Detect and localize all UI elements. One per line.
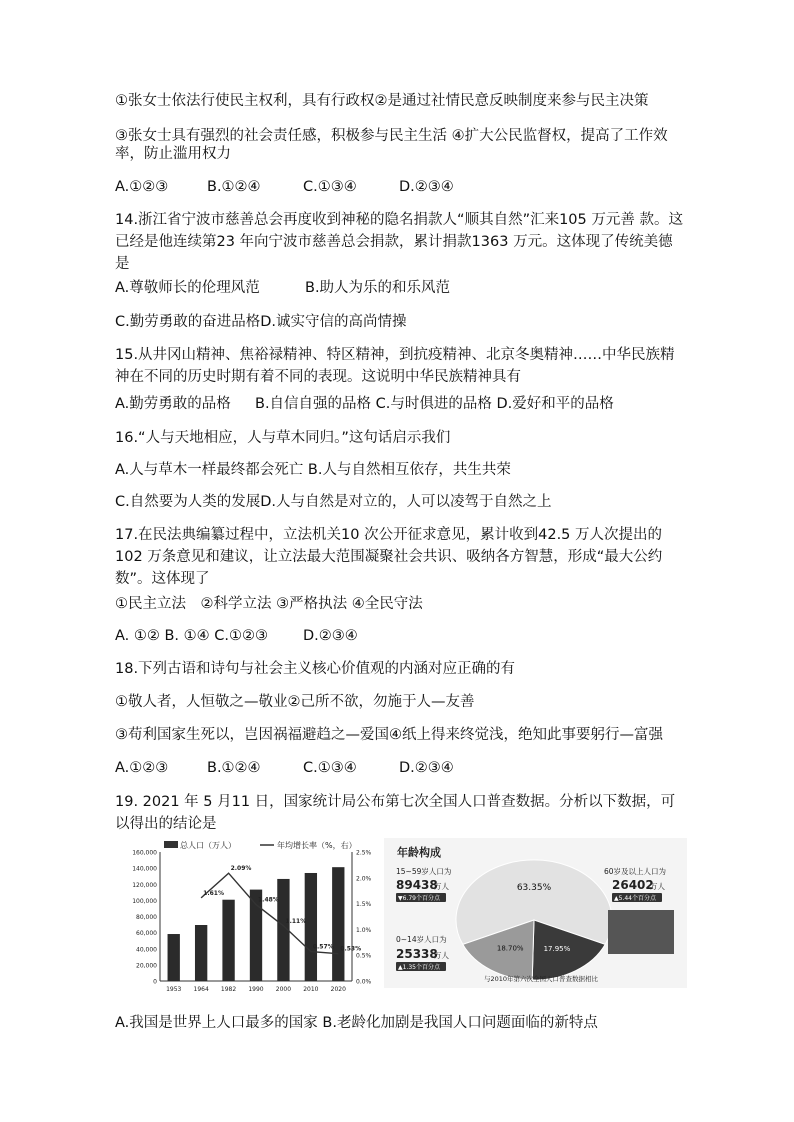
y-tick-label: 140,000 [132,865,157,873]
callout-15-59-label: 15~59岁人口为 [396,867,452,876]
comparison-note: 与2010年第六次全国人口普查数据相比 [484,975,599,983]
q18-statement-line-2: ③苟利国家生死以，岂因祸福避趋之—爱国④纸上得来终觉浅，绝知此事要躬行—富强 [115,727,663,743]
y-tick-label: 100,000 [132,897,157,905]
age-structure-pie-chart [384,838,687,988]
growth-rate-label: 1.11% [285,917,307,925]
q18-option-c[interactable]: C.①③④ [303,760,357,776]
x-tick-label: 2020 [330,986,346,993]
q13-statement-line-3: 率，防止滥用权力 [115,146,231,162]
pie-slice-label: 18.70% [496,944,524,953]
callout-60plus-badge: ▲5.44个百分点 [614,895,656,902]
q17-option-abc[interactable]: A. ①② B. ①④ C.①②③ [115,628,268,644]
q13-statement-line-2: ③张女士具有强烈的社会责任感，积极参与民主生活 ④扩大公民监督权，提高了工作效 [115,128,668,144]
q13-option-b[interactable]: B.①②④ [207,179,261,195]
elderly-photo-placeholder [608,910,674,954]
y2-tick-label: 1.5% [356,901,372,909]
population-bar [195,925,207,981]
q18-option-a[interactable]: A.①②③ [115,760,169,776]
q16-stem: 16.“人与天地相应，人与草木同归。”这句话启示我们 [115,430,451,446]
growth-rate-label: 1.61% [203,889,224,897]
q15-stem: 15.从井冈山精神、焦裕禄精神、特区精神，到抗疫精神、北京冬奥精神……中华民族精神在不同的历史时期有着不同的表现。这说明中华民族精神具有 [115,347,675,385]
q14-option-b[interactable]: B.助人为乐的和乐风范 [305,280,451,296]
population-bar-line-chart [132,840,371,993]
q17-option-d[interactable]: D.②③④ [303,628,358,644]
x-tick-label: 1953 [166,986,182,993]
callout-60plus-count: 26402 [612,878,654,892]
y-tick-label: 80,000 [136,914,157,921]
growth-rate-label: 0.57% [312,943,334,951]
q15-option-a[interactable]: A.勤劳勇敢的品格 [115,396,231,412]
q17-statements: ①民主立法 ②科学立法 ③严格执法 ④全民守法 [115,596,423,612]
pie-slice-label: 63.35% [516,883,552,893]
pie-title: 年龄构成 [397,846,441,859]
legend-label-line: 年均增长率（%，右） [277,841,357,850]
q15-option-bcd[interactable]: B.自信自强的品格 C.与时俱进的品格 D.爱好和平的品格 [255,396,614,412]
q18-options [115,757,454,779]
q14-options-cd[interactable]: C.勤劳勇敢的奋进品格D.诚实守信的高尚情操 [115,314,407,330]
population-figure [112,838,687,998]
y2-tick-label: 1.0% [356,926,372,934]
q14-stem: 14.浙江省宁波市慈善总会再度收到神秘的隐名捐款人“顺其自然”汇来105 万元善 款。这已经是他连续第23 年向宁波市慈善总会捐款，累计捐款1363 万元。这体现了传统美德是 [115,212,683,272]
population-bar [168,934,180,981]
callout-15-59-badge: ▼6.79个百分点 [398,895,440,902]
callout-15-59-unit: 万人 [434,882,449,891]
growth-rate-label: 2.09% [230,865,252,873]
y-tick-label: 120,000 [132,881,157,889]
q13-options [115,176,454,198]
x-tick-label: 1982 [220,986,237,993]
growth-rate-line [201,873,338,954]
callout-60plus-label: 60岁及以上人口为 [604,867,667,876]
y-tick-label: 0 [153,978,157,986]
legend-label-bar: 总人口（万人） [180,841,236,850]
x-tick-label: 2000 [275,986,292,993]
population-figure-svg [112,838,687,998]
q18-option-d[interactable]: D.②③④ [399,760,454,776]
y-tick-label: 160,000 [132,849,157,857]
q18-stem: 18.下列古语和诗句与社会主义核心价值观的内涵对应正确的有 [115,661,516,677]
y2-tick-label: 0.0% [356,978,372,986]
callout-0-14-label: 0~14岁人口为 [396,935,447,944]
legend-swatch-bar [164,841,178,848]
callout-0-14-badge: ▲1.35个百分点 [398,964,440,971]
population-bar [305,873,317,981]
y-tick-label: 40,000 [136,946,157,954]
q16-options-cd[interactable]: C.自然要为人类的发展D.人与自然是对立的，人可以凌驾于自然之上 [115,494,552,510]
callout-60plus-unit: 万人 [650,882,665,891]
callout-15-59-count: 89438 [396,878,438,892]
chart-legend [164,840,357,851]
q18-statement-line-1: ①敬人者，人恒敬之—敬业②己所不欲，勿施于人—友善 [115,694,475,710]
y2-tick-label: 2.5% [356,849,372,857]
y2-tick-label: 0.5% [356,952,372,960]
q13-statement-line-1: ①张女士依法行使民主权利，具有行政权②是通过社情民意反映制度来参与民主决策 [115,93,649,109]
q13-option-c[interactable]: C.①③④ [303,179,357,195]
q17-options [115,625,358,647]
q17-stem: 17.在民法典编纂过程中，立法机关10 次公开征求意见，累计收到42.5 万人次提出的102 万条意见和建议，让立法最大范围凝聚社会共识、吸纳各方智慧，形成“最大公约数”。这体现了 [115,527,663,587]
q15-options [115,393,614,415]
q14-option-a[interactable]: A.尊敬师长的伦理风范 [115,280,260,296]
callout-0-14-unit: 万人 [434,951,449,960]
x-tick-label: 1964 [193,986,209,993]
x-tick-label: 1990 [248,986,264,993]
q16-options-ab[interactable]: A.人与草木一样最终都会死亡 B.人与自然相互依存，共生共荣 [115,462,511,478]
q14-options-ab [115,277,450,299]
growth-rate-label: 0.53% [340,945,362,953]
y-tick-label: 20,000 [136,962,157,970]
q19-stem: 19. 2021 年 5 月11 日，国家统计局公布第七次全国人口普查数据。分析以下数据，可以得出的结论是 [115,794,676,832]
y-tick-label: 60,000 [136,930,157,938]
y2-tick-label: 2.0% [356,875,372,883]
growth-rate-label: 1.48% [258,896,279,904]
q18-option-b[interactable]: B.①②④ [207,760,261,776]
population-bar [222,900,234,981]
x-tick-label: 2010 [303,986,319,993]
callout-0-14-count: 25338 [396,947,438,961]
population-bar [332,867,344,981]
q13-option-d[interactable]: D.②③④ [399,179,454,195]
pie-slice-label: 17.95% [543,944,571,953]
q19-options-ab[interactable]: A.我国是世界上人口最多的国家 B.老龄化加剧是我国人口问题面临的新特点 [115,1015,598,1031]
q13-option-a[interactable]: A.①②③ [115,179,169,195]
